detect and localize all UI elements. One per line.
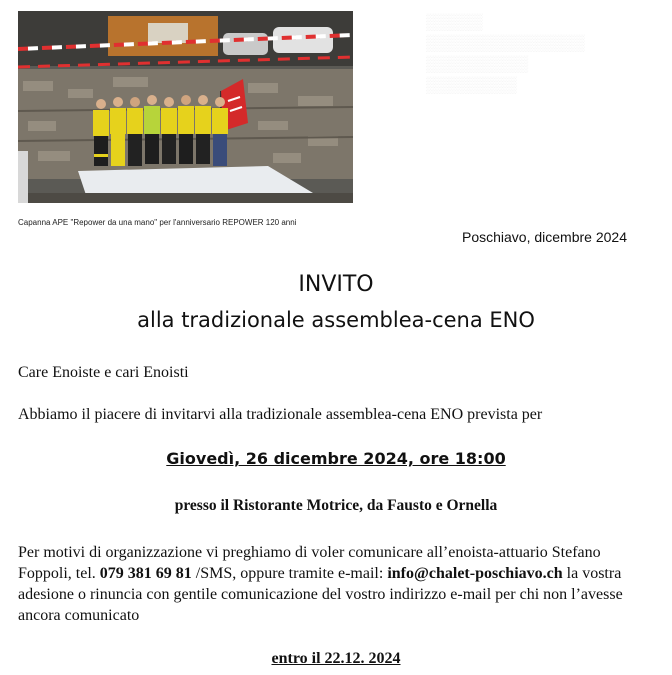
event-date: Giovedì, 26 dicembre 2024, ore 18:00	[166, 449, 506, 468]
email-address: info@chalet-poschiavo.ch	[387, 565, 563, 582]
venue: presso il Ristorante Motrice, da Fausto e Ornella	[174, 497, 498, 514]
phone-number: 079 381 69 81	[99, 565, 192, 582]
invitation-subtitle: alla tradizionale assemblea-cena ENO	[137, 308, 535, 332]
contact-text-3: la vostra adesione o rinuncia con gentile comunicazione del vostro indirizzo e-mail per chi non l’avesse ancora comunicato	[18, 565, 623, 624]
contact-text-2: /SMS, oppure tramite e-mail:	[191, 565, 388, 582]
show-through-text: ▒▒▒▒▒ ▒▒▒▒▒▒▒▒▒▒▒▒▒▒ ▒▒▒▒▒▒▒▒▒ ▒▒▒▒▒▒▒▒	[426, 14, 585, 94]
photo-caption: Capanna APE "Repower da una mano" per l'anniversario REPOWER 120 anni	[18, 218, 297, 227]
invitation-title: INVITO	[298, 272, 374, 297]
group-photo	[18, 11, 353, 203]
group-photo-illustration	[18, 11, 353, 203]
deadline: entro il 22.12. 2024	[271, 650, 401, 667]
place-date: Poschiavo, dicembre 2024	[462, 229, 627, 245]
contact-paragraph	[18, 542, 648, 626]
greeting: Care Enoiste e cari Enoisti	[18, 364, 189, 381]
intro-paragraph: Abbiamo il piacere di invitarvi alla tradizionale assemblea-cena ENO prevista per	[18, 406, 543, 423]
contact-text-1: Per motivi di organizzazione vi preghiamo di voler comunicare all’enoista-attuario Stefano Foppoli, tel.	[18, 544, 601, 582]
